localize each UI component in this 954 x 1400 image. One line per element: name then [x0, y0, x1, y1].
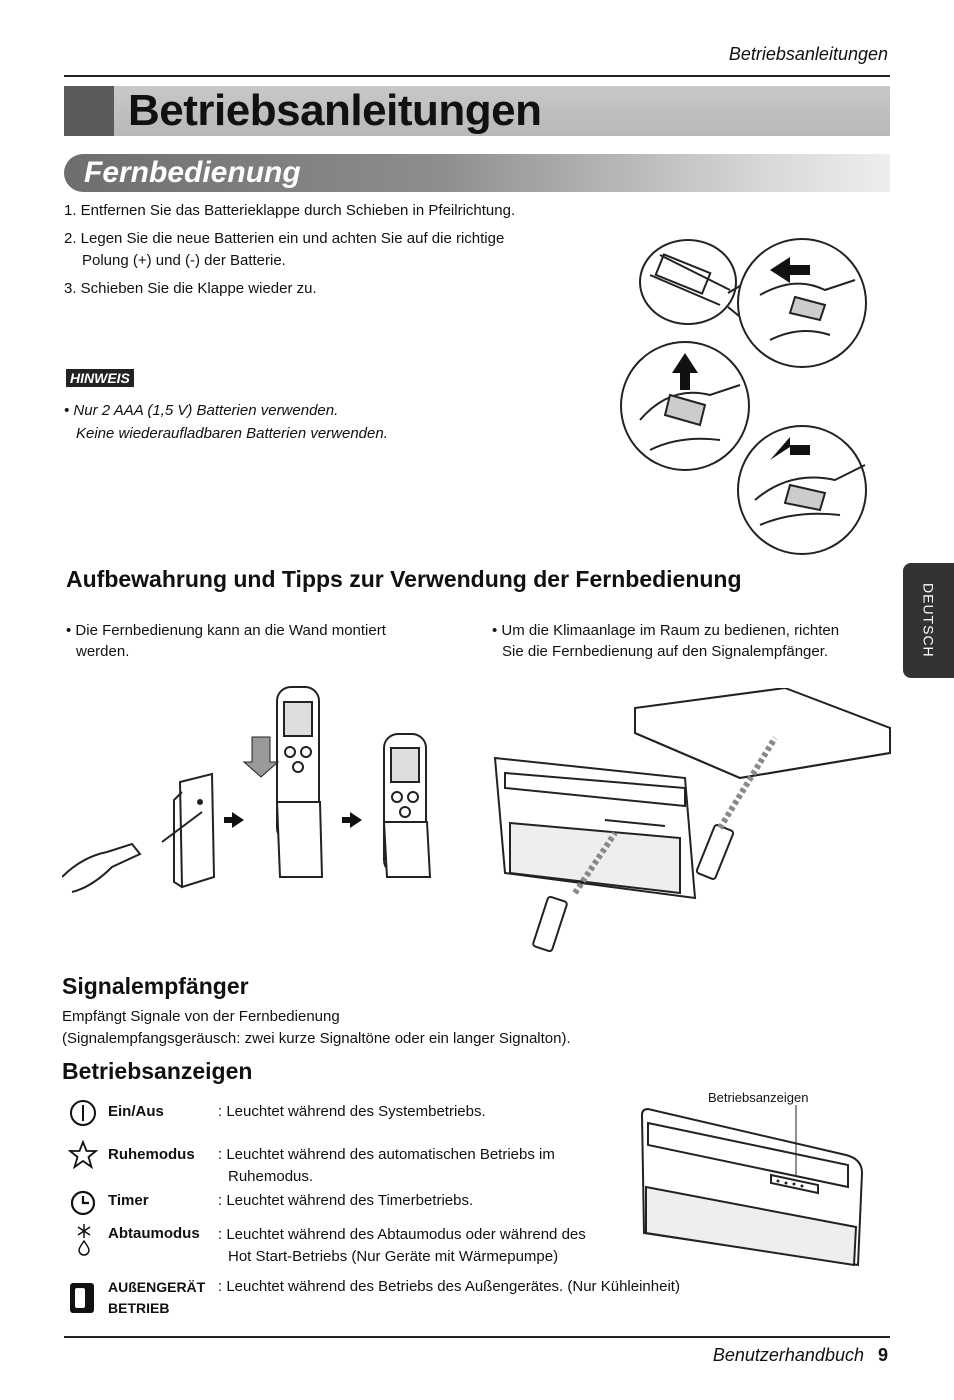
indicator-desc-timer: : Leuchtet während des Timerbetriebs.	[218, 1192, 474, 1209]
indicator-figure-label: Betriebsanzeigen	[708, 1090, 809, 1105]
storage-tip-1-line-2: werden.	[76, 643, 130, 660]
indicator-label-timer: Timer	[108, 1192, 149, 1209]
storage-heading: Aufbewahrung und Tipps zur Verwendung der Fernbedienung	[66, 566, 742, 592]
indicator-desc-defrost: : Leuchtet während des Abtaumodus oder während des	[218, 1226, 586, 1243]
indicator-unit-illustration	[636, 1105, 868, 1275]
storage-tip-2	[492, 620, 892, 662]
defrost-icon	[72, 1222, 96, 1256]
indicators-heading: Betriebsanzeigen	[62, 1058, 253, 1084]
receiver-heading: Signalempfänger	[62, 973, 249, 999]
outdoor-unit-icon	[68, 1280, 98, 1316]
section-title: Fernbedienung	[84, 156, 301, 189]
footer	[713, 1345, 888, 1366]
receiver-line-2: (Signalempfangsgeräusch: zwei kurze Signaltöne oder ein langer Signalton).	[62, 1030, 571, 1047]
receiver-line-1: Empfängt Signale von der Fernbedienung	[62, 1008, 340, 1025]
storage-tip-2-line-2: Sie die Fernbedienung auf den Signalempfänger.	[502, 643, 829, 660]
indicator-label-power: Ein/Aus	[108, 1103, 164, 1120]
ac-usage-illustration	[485, 688, 895, 963]
indicator-label-defrost: Abtaumodus	[108, 1225, 200, 1242]
note-badge: HINWEIS	[66, 369, 134, 387]
footer-label: Benutzerhandbuch	[712, 1345, 864, 1365]
indicator-desc-outdoor: : Leuchtet während des Betriebs des Außengerätes. (Nur Kühleinheit)	[218, 1278, 680, 1295]
indicator-label-sleep: Ruhemodus	[108, 1146, 195, 1163]
storage-tip-1	[66, 620, 466, 662]
power-icon	[68, 1098, 98, 1128]
indicator-label-outdoor: AUßENGERÄT	[108, 1279, 206, 1295]
indicator-desc-defrost-cont: Hot Start-Betriebs (Nur Geräte mit Wärmepumpe)	[228, 1248, 559, 1265]
language-tab-label: DEUTSCH	[920, 583, 937, 658]
footer-rule	[64, 1336, 890, 1338]
step-2: 2. Legen Sie die neue Batterien ein und achten Sie auf die richtige	[64, 230, 505, 247]
star-icon	[68, 1140, 98, 1170]
page-number: 9	[877, 1345, 888, 1365]
note-line-2: Keine wiederaufladbaren Batterien verwenden.	[76, 425, 388, 442]
indicator-desc-power: : Leuchtet während des Systembetriebs.	[218, 1103, 486, 1120]
storage-tip-1-line-1: • Die Fernbedienung kann an die Wand montiert	[66, 622, 386, 639]
indicator-label-outdoor-2: BETRIEB	[108, 1300, 170, 1316]
page-title: Betriebsanleitungen	[128, 86, 542, 135]
battery-illustration	[610, 235, 880, 560]
note-text	[64, 399, 388, 445]
storage-tip-2-line-1: • Um die Klimaanlage im Raum zu bedienen, richten	[492, 622, 840, 639]
note-line-1: • Nur 2 AAA (1,5 V) Batterien verwenden.	[64, 402, 339, 419]
clock-icon	[68, 1188, 98, 1218]
running-header: Betriebsanleitungen	[728, 44, 888, 64]
wall-mount-illustration	[62, 682, 462, 907]
step-2-cont: Polung (+) und (-) der Batterie.	[82, 252, 286, 269]
step-3: 3. Schieben Sie die Klappe wieder zu.	[64, 280, 317, 297]
indicator-desc-sleep: : Leuchtet während des automatischen Betriebs im	[218, 1146, 555, 1163]
indicator-desc-sleep-cont: Ruhemodus.	[228, 1168, 314, 1185]
header-rule	[64, 75, 890, 77]
title-block	[64, 86, 114, 136]
step-1: 1. Entfernen Sie das Batterieklappe durch Schieben in Pfeilrichtung.	[64, 202, 516, 219]
